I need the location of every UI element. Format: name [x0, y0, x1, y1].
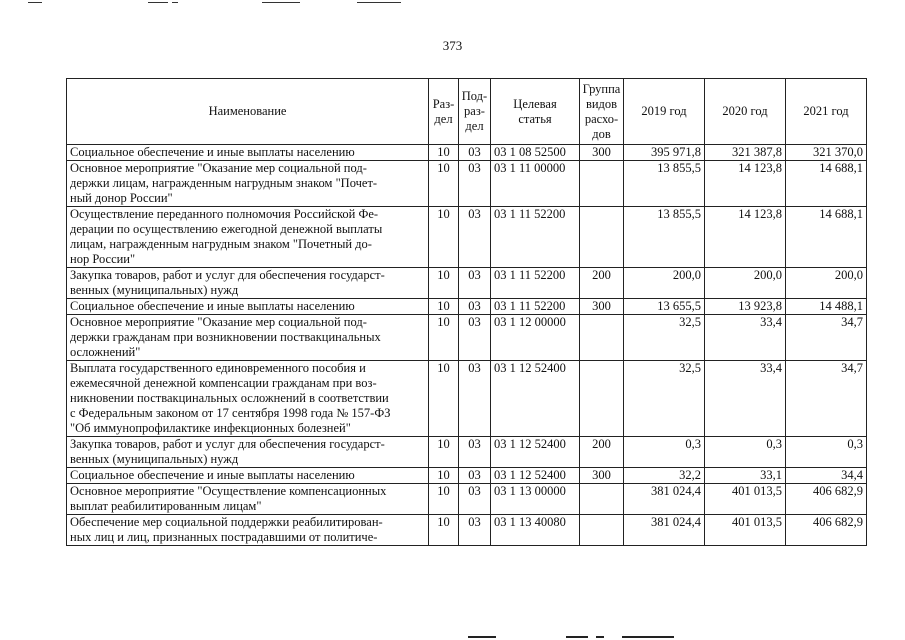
header-section [429, 79, 459, 145]
cell-target: 03 1 12 52400 [491, 361, 580, 437]
cell-2021: 406 682,9 [786, 515, 867, 546]
table-header-row [67, 79, 867, 145]
cell-name: Закупка товаров, работ и услуг для обеспечения государст- венных (муниципальных) нужд [67, 437, 429, 468]
cell-2019: 200,0 [624, 268, 705, 299]
cell-2019: 32,2 [624, 468, 705, 484]
table-row [67, 268, 867, 299]
cell-section: 10 [429, 207, 459, 268]
cell-name: Выплата государственного единовременного пособия и ежемесячной денежной компенсации гражданам при воз- никновении поствакцинальных осложнений в соответствии с Федеральным законом от 17 сентября 1998 года № 157-ФЗ "Об иммунопрофилактике инфекционных болезней" [67, 361, 429, 437]
cell-2020: 321 387,8 [705, 145, 786, 161]
cell-2021: 200,0 [786, 268, 867, 299]
cell-group: 200 [580, 437, 624, 468]
table-row [67, 315, 867, 361]
cell-2019: 13 655,5 [624, 299, 705, 315]
cell-group: 200 [580, 268, 624, 299]
top-edge-marks [0, 0, 905, 8]
table-row [67, 361, 867, 437]
cell-target: 03 1 11 52200 [491, 207, 580, 268]
cell-target: 03 1 11 00000 [491, 161, 580, 207]
cell-target: 03 1 11 52200 [491, 268, 580, 299]
cell-target: 03 1 13 40080 [491, 515, 580, 546]
cell-2021: 14 488,1 [786, 299, 867, 315]
cell-target: 03 1 12 52400 [491, 468, 580, 484]
budget-table [66, 78, 867, 546]
cell-2020: 14 123,8 [705, 161, 786, 207]
cell-subsection: 03 [459, 145, 491, 161]
cell-2021: 14 688,1 [786, 207, 867, 268]
cell-group [580, 484, 624, 515]
cell-2019: 32,5 [624, 361, 705, 437]
cell-name: Осуществление переданного полномочия Российской Фе- дерации по осуществлению ежегодной денежной выплаты лицам, награжденным нагрудным знаком "Почетный до- нор России" [67, 207, 429, 268]
cell-2019: 0,3 [624, 437, 705, 468]
cell-2021: 406 682,9 [786, 484, 867, 515]
table-row [67, 515, 867, 546]
cell-subsection: 03 [459, 207, 491, 268]
header-section-text: Раз- дел [432, 96, 455, 126]
cell-name: Основное мероприятие "Оказание мер социальной под- держки лицам, награжденным нагрудным знаком "Почет- ный донор России" [67, 161, 429, 207]
cell-2019: 13 855,5 [624, 161, 705, 207]
header-group [580, 79, 624, 145]
table-row [67, 207, 867, 268]
cell-group: 300 [580, 468, 624, 484]
cell-name: Основное мероприятие "Оказание мер социальной под- держки гражданам при возникновении поствакцинальных осложнений" [67, 315, 429, 361]
cell-subsection: 03 [459, 315, 491, 361]
cell-group [580, 361, 624, 437]
table-row [67, 468, 867, 484]
bottom-edge-marks [0, 634, 905, 640]
cell-subsection: 03 [459, 468, 491, 484]
cell-name: Обеспечение мер социальной поддержки реабилитирован- ных лиц и лиц, признанных пострадавшими от политиче- [67, 515, 429, 546]
cell-2019: 395 971,8 [624, 145, 705, 161]
cell-2020: 33,1 [705, 468, 786, 484]
header-target-text: Целевая статья [513, 96, 557, 126]
header-subsection-text: Под- раз- дел [461, 89, 488, 133]
cell-2020: 401 013,5 [705, 484, 786, 515]
cell-section: 10 [429, 484, 459, 515]
cell-2021: 14 688,1 [786, 161, 867, 207]
header-group-text: Группа видов расхо- дов [582, 81, 621, 141]
cell-2021: 321 370,0 [786, 145, 867, 161]
cell-2020: 401 013,5 [705, 515, 786, 546]
cell-2019: 32,5 [624, 315, 705, 361]
cell-target: 03 1 13 00000 [491, 484, 580, 515]
table-row [67, 299, 867, 315]
cell-subsection: 03 [459, 299, 491, 315]
table-row [67, 437, 867, 468]
cell-section: 10 [429, 299, 459, 315]
cell-name: Социальное обеспечение и иные выплаты населению [67, 468, 429, 484]
cell-2020: 13 923,8 [705, 299, 786, 315]
cell-group [580, 207, 624, 268]
table-row [67, 161, 867, 207]
cell-2020: 33,4 [705, 315, 786, 361]
table-row [67, 484, 867, 515]
cell-group [580, 161, 624, 207]
cell-section: 10 [429, 268, 459, 299]
cell-target: 03 1 08 52500 [491, 145, 580, 161]
cell-group: 300 [580, 299, 624, 315]
cell-subsection: 03 [459, 484, 491, 515]
header-name: Наименование [67, 79, 429, 145]
cell-name: Социальное обеспечение и иные выплаты населению [67, 145, 429, 161]
cell-subsection: 03 [459, 437, 491, 468]
cell-name: Закупка товаров, работ и услуг для обеспечения государст- венных (муниципальных) нужд [67, 268, 429, 299]
cell-target: 03 1 11 52200 [491, 299, 580, 315]
cell-subsection: 03 [459, 361, 491, 437]
cell-name: Социальное обеспечение и иные выплаты населению [67, 299, 429, 315]
header-subsection [459, 79, 491, 145]
header-2020: 2020 год [705, 79, 786, 145]
cell-target: 03 1 12 52400 [491, 437, 580, 468]
cell-section: 10 [429, 468, 459, 484]
cell-section: 10 [429, 361, 459, 437]
page-number: 373 [442, 38, 463, 53]
cell-target: 03 1 12 00000 [491, 315, 580, 361]
cell-section: 10 [429, 515, 459, 546]
cell-group: 300 [580, 145, 624, 161]
cell-section: 10 [429, 161, 459, 207]
cell-group [580, 315, 624, 361]
cell-2020: 14 123,8 [705, 207, 786, 268]
cell-2019: 13 855,5 [624, 207, 705, 268]
cell-2021: 34,7 [786, 361, 867, 437]
cell-2020: 0,3 [705, 437, 786, 468]
header-2019: 2019 год [624, 79, 705, 145]
cell-section: 10 [429, 315, 459, 361]
table-body [67, 145, 867, 546]
header-2021: 2021 год [786, 79, 867, 145]
header-target [491, 79, 580, 145]
cell-2021: 34,7 [786, 315, 867, 361]
cell-subsection: 03 [459, 515, 491, 546]
cell-name: Основное мероприятие "Осуществление компенсационных выплат реабилитированным лицам" [67, 484, 429, 515]
table-row [67, 145, 867, 161]
cell-subsection: 03 [459, 161, 491, 207]
cell-2019: 381 024,4 [624, 515, 705, 546]
cell-2020: 33,4 [705, 361, 786, 437]
cell-2021: 34,4 [786, 468, 867, 484]
cell-2021: 0,3 [786, 437, 867, 468]
cell-2020: 200,0 [705, 268, 786, 299]
cell-2019: 381 024,4 [624, 484, 705, 515]
cell-section: 10 [429, 437, 459, 468]
cell-group [580, 515, 624, 546]
cell-section: 10 [429, 145, 459, 161]
cell-subsection: 03 [459, 268, 491, 299]
